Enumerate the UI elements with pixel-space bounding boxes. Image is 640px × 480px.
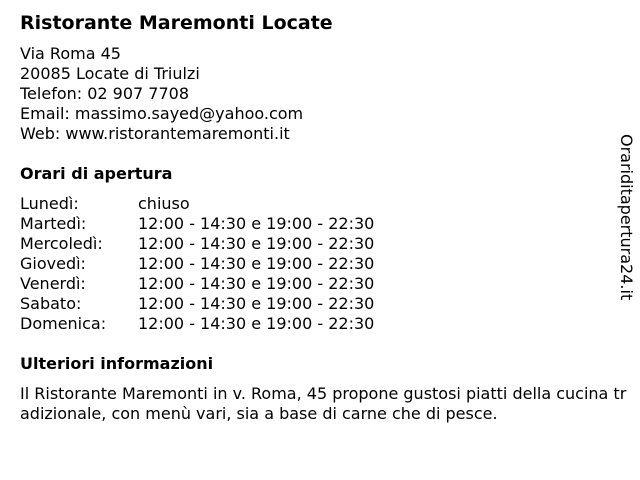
email-address: Email: massimo.sayed@yahoo.com (20, 104, 304, 123)
opening-hours-list (20, 194, 420, 334)
time-value: 12:00 - 14:30 e 19:00 - 22:30 (138, 274, 375, 293)
hours-row-monday (20, 194, 420, 214)
restaurant-name: Ristorante Maremonti Locate (20, 12, 333, 34)
hours-row-saturday (20, 294, 420, 314)
day-label: Venerdì: (20, 274, 86, 293)
hours-row-tuesday (20, 214, 420, 234)
watermark-text: Orariditapertura24.it (617, 134, 636, 301)
day-label: Lunedì: (20, 194, 79, 213)
contact-block (20, 44, 303, 144)
day-label: Giovedì: (20, 254, 86, 273)
address-street: Via Roma 45 (20, 44, 121, 63)
restaurant-description: Il Ristorante Maremonti in v. Roma, 45 propone gustosi piatti della cucina tradizionale, con menù vari, sia a base di carne che di pesce. (20, 384, 627, 423)
time-value: 12:00 - 14:30 e 19:00 - 22:30 (138, 214, 375, 233)
day-label: Sabato: (20, 294, 82, 313)
address-city: 20085 Locate di Triulzi (20, 64, 200, 83)
time-value: 12:00 - 14:30 e 19:00 - 22:30 (138, 254, 375, 273)
website-address: Web: www.ristorantemaremonti.it (20, 124, 290, 143)
site-watermark (610, 134, 638, 308)
opening-hours-heading: Orari di apertura (20, 164, 173, 183)
hours-row-wednesday (20, 234, 420, 254)
phone-number: Telefon: 02 907 7708 (20, 84, 190, 103)
day-label: Domenica: (20, 314, 107, 333)
time-value: 12:00 - 14:30 e 19:00 - 22:30 (138, 234, 375, 253)
additional-info-heading: Ulteriori informazioni (20, 354, 214, 373)
time-value: chiuso (138, 194, 190, 213)
hours-row-friday (20, 274, 420, 294)
time-value: 12:00 - 14:30 e 19:00 - 22:30 (138, 294, 375, 313)
hours-row-sunday (20, 314, 420, 334)
hours-row-thursday (20, 254, 420, 274)
day-label: Mercoledì: (20, 234, 103, 253)
day-label: Martedì: (20, 214, 87, 233)
time-value: 12:00 - 14:30 e 19:00 - 22:30 (138, 314, 375, 333)
